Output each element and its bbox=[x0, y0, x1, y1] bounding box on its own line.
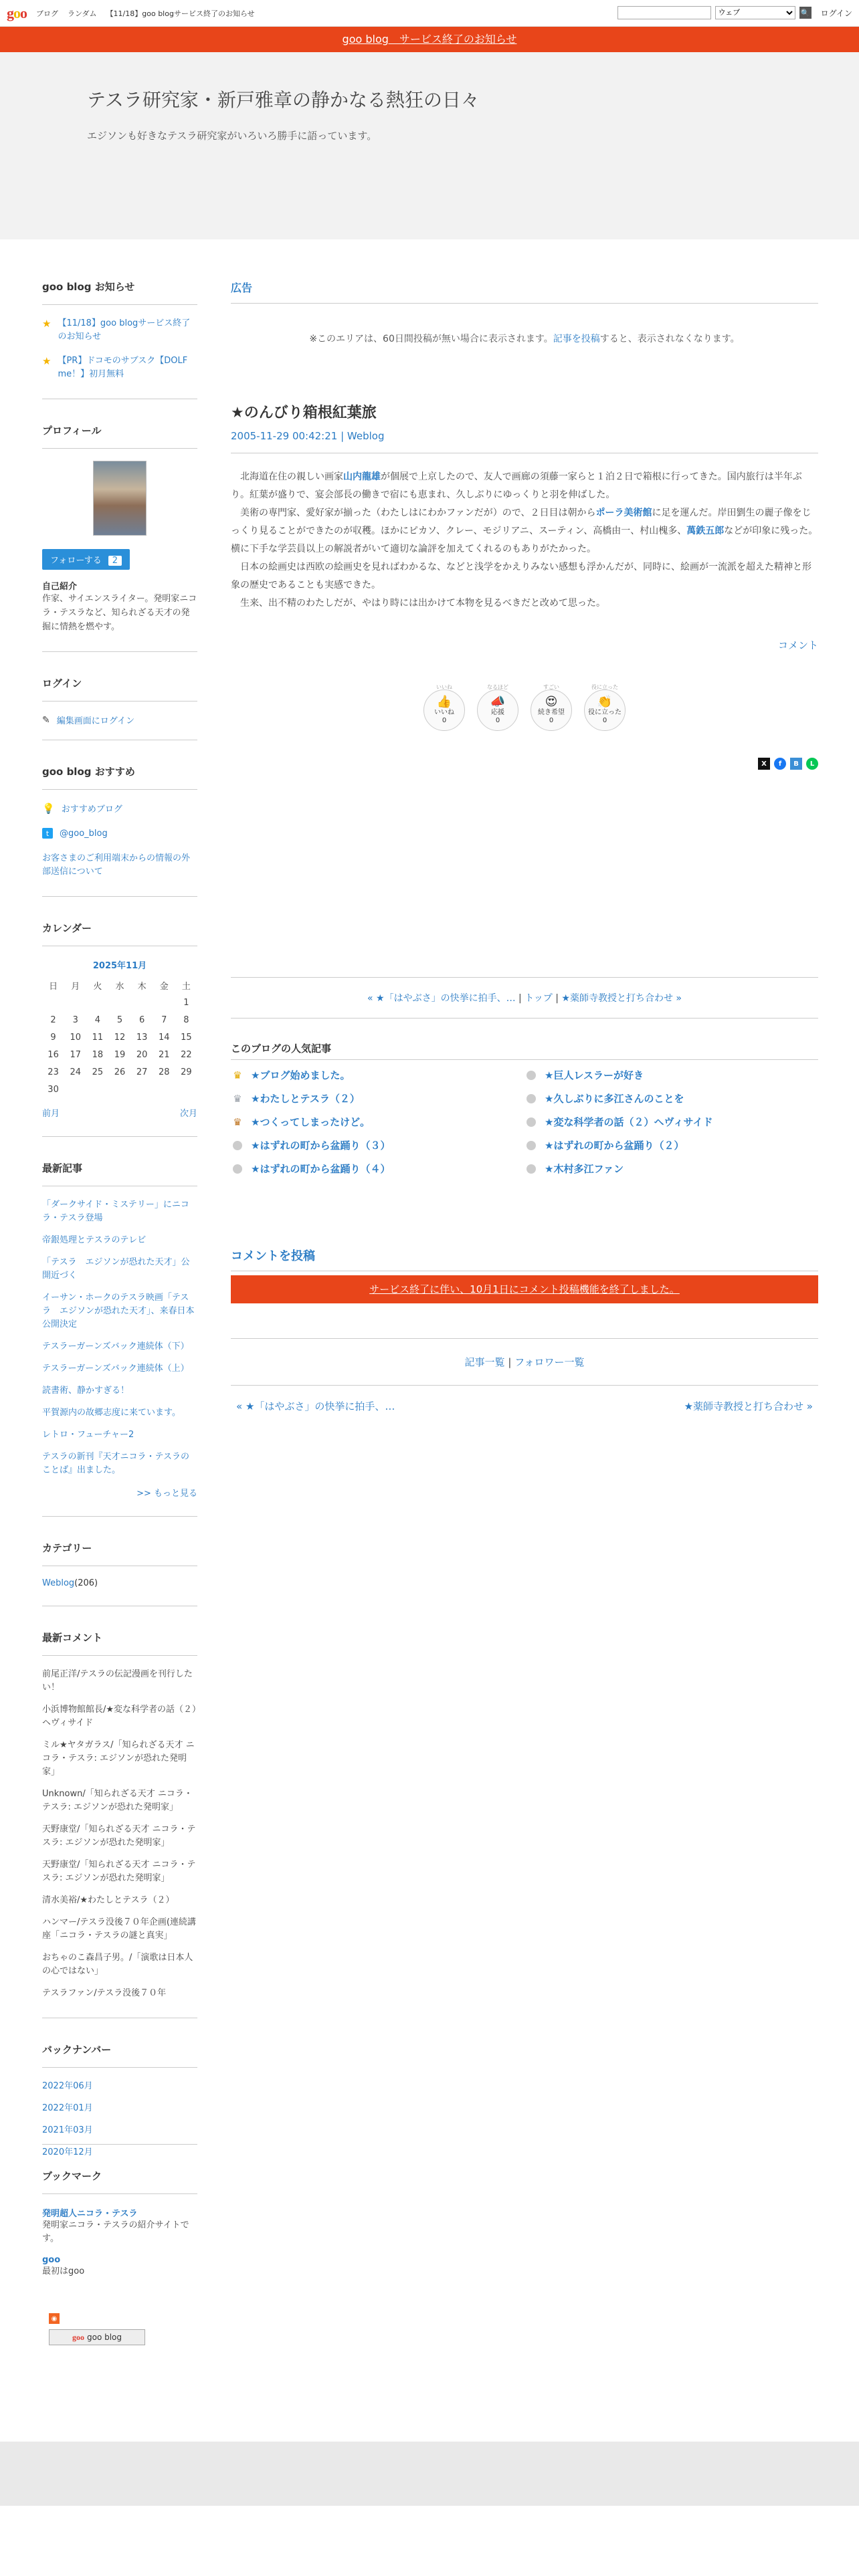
goo-logo[interactable]: goo bbox=[7, 4, 27, 21]
bookmark-description: 最初はgoo bbox=[42, 2266, 85, 2276]
calendar-day: 4 bbox=[94, 1014, 100, 1025]
categories-heading: カテゴリー bbox=[42, 1541, 197, 1566]
popular-post-link[interactable]: ★変な科学者の話（２）ヘヴィサイド bbox=[545, 1116, 713, 1128]
ad-note: ※このエリアは、60日間投稿が無い場合に表示されます。記事を投稿すると、表示されなくなります。 bbox=[309, 334, 740, 344]
calendar-table bbox=[42, 976, 197, 1098]
popular-post-link[interactable]: ★はずれの町から盆踊り（３） bbox=[251, 1140, 391, 1152]
bookmark-link[interactable]: goo bbox=[42, 2255, 61, 2265]
calendar-day: 23 bbox=[47, 1067, 59, 1077]
bookmarks-heading: ブックマーク bbox=[42, 2169, 197, 2194]
notice-link[interactable]: 【11/18】goo blogサービス終了のお知らせ bbox=[58, 318, 191, 342]
topbar-link-random[interactable]: ランダム bbox=[68, 9, 97, 18]
dot-icon bbox=[231, 1164, 244, 1174]
dot-icon bbox=[524, 1141, 538, 1150]
recent-post-link[interactable]: テスラの新刊『天才ニコラ・テスラのことば』出ました。 bbox=[42, 1452, 189, 1475]
category-link[interactable]: Weblog bbox=[42, 1578, 75, 1588]
thumbs-up-icon: 👍 bbox=[436, 695, 452, 709]
profile-heading: プロフィール bbox=[42, 423, 197, 449]
recent-post-link[interactable]: 平賀源内の故郷志度に来ています。 bbox=[42, 1408, 181, 1418]
comment-item[interactable]: テスラファン/テスラ没後７０年 bbox=[42, 1988, 167, 1998]
calendar-day: 18 bbox=[92, 1049, 104, 1060]
lightbulb-icon: 💡 bbox=[42, 802, 55, 815]
calendar-day: 28 bbox=[159, 1067, 170, 1077]
dot-icon bbox=[231, 1141, 244, 1150]
backnumbers-heading: バックナンバー bbox=[42, 2042, 197, 2068]
crown-gold-icon: ♛ bbox=[233, 1069, 242, 1081]
follow-count: 2 bbox=[108, 556, 122, 566]
category-count: (206) bbox=[74, 1578, 98, 1588]
footer bbox=[0, 2442, 859, 2506]
calendar-day: 21 bbox=[159, 1049, 170, 1060]
popular-post-link[interactable]: ★はずれの町から盆踊り（４） bbox=[251, 1163, 391, 1175]
dot-icon bbox=[524, 1094, 538, 1103]
rss-icon[interactable]: ◉ bbox=[49, 2313, 60, 2324]
popular-post-link[interactable]: ★久しぶりに多江さんのことを bbox=[545, 1093, 684, 1105]
hatena-share-icon[interactable]: B bbox=[790, 758, 802, 770]
reaction-helpful-button[interactable]: 役に立った 👏 役に立った 0 bbox=[584, 689, 626, 731]
bottom-next-link[interactable]: ★薬師寺教授と打ち合わせ » bbox=[684, 1400, 813, 1412]
calendar-day: 1 bbox=[183, 997, 189, 1008]
goo-blog-badge[interactable]: goo goo blog bbox=[49, 2329, 145, 2345]
recent-posts-heading: 最新記事 bbox=[42, 1161, 197, 1186]
comment-item[interactable]: 小浜博物館館長/★変な科学者の話（２）ヘヴィサイド bbox=[42, 1705, 197, 1728]
backnumber-link[interactable]: 2020年12月 bbox=[42, 2147, 93, 2157]
bottom-prev-link[interactable]: « ★「はやぶさ」の快挙に拍手、… bbox=[236, 1400, 395, 1412]
calendar-heading: カレンダー bbox=[42, 921, 197, 946]
calendar-day: 20 bbox=[136, 1049, 148, 1060]
line-share-icon[interactable]: L bbox=[806, 758, 818, 770]
calendar-day: 27 bbox=[136, 1067, 148, 1077]
calendar-day bbox=[153, 1081, 175, 1098]
calendar-day: 17 bbox=[70, 1049, 81, 1060]
megaphone-icon: 📣 bbox=[490, 695, 506, 709]
self-intro-heading: 自己紹介 bbox=[42, 582, 78, 592]
reaction-like-button[interactable]: いいね 👍 いいね 0 bbox=[423, 689, 465, 731]
comment-item[interactable]: ミル★ヤタガラス/「知られざる天才 ニコラ・テスラ: エジソンが恐れた発明家」 bbox=[42, 1740, 195, 1777]
calendar-day bbox=[86, 1081, 108, 1098]
bookmark-link[interactable]: 発明超人ニコラ・テスラ bbox=[42, 2209, 138, 2219]
popular-post-link[interactable]: ★ブログ始めました。 bbox=[251, 1069, 351, 1081]
login-heading: ログイン bbox=[42, 676, 197, 702]
sidebar bbox=[42, 280, 197, 2369]
museum-link[interactable]: ポーラ美術館 bbox=[595, 508, 652, 518]
heart-eyes-icon: 😍 bbox=[545, 695, 558, 709]
blog-description: エジソンも好きなテスラ研究家がいろいろ勝手に語っています。 bbox=[87, 130, 377, 142]
recent-post-link[interactable]: イーサン・ホークのテスラ映画「テスラ エジソンが恐れた天才」、来春日本公開決定 bbox=[42, 1293, 195, 1329]
dot-icon bbox=[524, 1071, 538, 1080]
star-icon: ★ bbox=[42, 355, 52, 367]
sidebar-recommend bbox=[42, 764, 197, 897]
backnumber-link[interactable]: 2022年01月 bbox=[42, 2103, 93, 2113]
calendar-day: 12 bbox=[114, 1032, 126, 1043]
weekday: 水 bbox=[115, 981, 124, 992]
calendar-day: 11 bbox=[92, 1032, 104, 1043]
prev-post-link[interactable]: « ★「はやぶさ」の快挙に拍手、… bbox=[367, 993, 516, 1004]
comment-item[interactable]: ハンマー/テスラ没後７０年企画(連続講座「ニコラ・テスラの謎と真実」 bbox=[42, 1917, 196, 1941]
post-body bbox=[231, 468, 818, 613]
blog-title[interactable]: テスラ研究家・新戸雅章の静かなる熱狂の日々 bbox=[87, 89, 480, 111]
calendar-prev-link[interactable]: 前月 bbox=[42, 1109, 60, 1119]
calendar-day: 10 bbox=[70, 1032, 81, 1043]
x-share-icon[interactable]: X bbox=[758, 758, 770, 770]
post-paragraph: 北海道在住の親しい画家山内龍雄が個展で上京したので、友人で画廊の須藤一家らと１泊２日で箱根に行ってきた。国内旅行は半年ぶり。紅葉が盛りで、宴会部長の働きで宿にも恵まれ、久しぶりにゆっくりと羽を伸ばした。 bbox=[231, 471, 802, 500]
calendar-day bbox=[175, 1081, 197, 1098]
service-end-banner[interactable]: goo blog サービス終了のお知らせ bbox=[0, 27, 859, 52]
bookmark-description: 発明家ニコラ・テスラの紹介サイトです。 bbox=[42, 2220, 189, 2244]
backnumber-scroll[interactable] bbox=[42, 2080, 197, 2157]
calendar-month: 2025年11月 bbox=[92, 961, 147, 971]
more-posts-link[interactable]: >> もっと見る bbox=[136, 1489, 197, 1499]
sidebar-backnumbers bbox=[42, 2042, 197, 2157]
sidebar-profile bbox=[42, 423, 197, 652]
calendar-day bbox=[131, 1081, 153, 1098]
popular-post-link[interactable]: ★はずれの町から盆踊り（２） bbox=[545, 1140, 684, 1152]
calendar-day: 3 bbox=[72, 1014, 78, 1025]
edit-login-link[interactable]: 編集画面にログイン bbox=[56, 716, 135, 726]
topbar-link-blog[interactable]: ブログ bbox=[36, 9, 58, 18]
calendar-day: 26 bbox=[114, 1067, 126, 1077]
self-intro-text: 作家、サイエンスライター。発明家ニコラ・テスラなど、知られざる天才の発掘に情熱を燃やす。 bbox=[42, 594, 197, 632]
post-paragraph: 生来、出不精のわたしだが、やはり時には出かけて本物を見るべきだと改めて思った。 bbox=[240, 598, 605, 609]
clap-icon: 👏 bbox=[597, 695, 613, 709]
dot-icon bbox=[524, 1117, 538, 1127]
calendar-day: 8 bbox=[183, 1014, 189, 1025]
calendar-day: 5 bbox=[116, 1014, 123, 1025]
comment-item[interactable]: おちゃのこ森昌子男。/「演歌は日本人の心ではない」 bbox=[42, 1953, 193, 1976]
crown-bronze-icon: ♛ bbox=[233, 1115, 242, 1128]
comment-item[interactable]: Unknown/「知られざる天才 ニコラ・テスラ: エジソンが恐れた発明家」 bbox=[42, 1789, 193, 1812]
sidebar-calendar bbox=[42, 921, 197, 1137]
post-pager: « ★「はやぶさ」の快挙に拍手、… | トップ | ★薬師寺教授と打ち合わせ » bbox=[231, 977, 818, 1018]
comment-item[interactable]: 天野康堂/「知られざる天才 ニコラ・テスラ: エジソンが恐れた発明家」 bbox=[42, 1824, 196, 1848]
popular-post-link[interactable]: ★木村多江ファン bbox=[545, 1163, 624, 1175]
artist-link[interactable]: 萬鉄五郎 bbox=[686, 526, 725, 536]
avatar[interactable] bbox=[93, 461, 147, 536]
recent-post-link[interactable]: テスラーガーンズバック連続体（下） bbox=[42, 1341, 189, 1352]
calendar-day: 25 bbox=[92, 1067, 104, 1077]
post-paragraph: 美術の専門家、愛好家が揃った（わたしはにわかファンだが）ので、２日目は朝からポーラ美術館に足を運んだ。岸田劉生の麗子像をじっくり見ることができたのが収穫。ほかにピカソ、クレー、モジリアニ、スーティン、高橋由一、村山槐多、萬鉄五郎などが印象に残った。横に下手な学芸員以上の解説者がいて適切な論評を加えてくれるのもありがたかった。 bbox=[231, 508, 818, 554]
calendar-day: 15 bbox=[181, 1032, 192, 1043]
recent-post-link[interactable]: テスラーガーンズバック連続体（上） bbox=[42, 1364, 189, 1374]
post-list-link[interactable]: 記事一覧 bbox=[464, 1356, 505, 1368]
calendar-day: 9 bbox=[50, 1032, 56, 1043]
calendar-day bbox=[86, 994, 108, 1011]
main-content bbox=[231, 280, 818, 2369]
popular-posts bbox=[231, 1068, 818, 1176]
top-link[interactable]: トップ bbox=[524, 993, 553, 1004]
popular-posts-heading: このブログの人気記事 bbox=[231, 1041, 818, 1060]
blog-header bbox=[0, 52, 859, 239]
calendar-day: 29 bbox=[181, 1067, 192, 1077]
calendar-day: 7 bbox=[161, 1014, 167, 1025]
post-category-link[interactable]: Weblog bbox=[347, 430, 385, 442]
sidebar-login bbox=[42, 676, 197, 740]
search-input[interactable] bbox=[617, 6, 711, 19]
notices-heading: goo blog お知らせ bbox=[42, 280, 197, 305]
recommend-heading: goo blog おすすめ bbox=[42, 764, 197, 790]
topbar-link-notice[interactable]: 【11/18】goo blogサービス終了のお知らせ bbox=[106, 9, 255, 18]
login-link[interactable]: ログイン bbox=[820, 8, 852, 18]
weekday: 木 bbox=[137, 981, 147, 992]
recent-post-link[interactable]: 帝銀処理とテスラのテレビ bbox=[42, 1235, 147, 1245]
weekday: 金 bbox=[159, 981, 169, 992]
calendar-day: 19 bbox=[114, 1049, 126, 1060]
calendar-day: 13 bbox=[136, 1032, 148, 1043]
calendar-day: 24 bbox=[70, 1067, 81, 1077]
post-comment-heading: コメントを投稿 bbox=[231, 1247, 818, 1271]
calendar-day bbox=[131, 994, 153, 1011]
ad-heading: 広告 bbox=[231, 280, 818, 304]
sidebar-recent-comments bbox=[42, 1630, 197, 2018]
external-send-link[interactable]: お客さまのご利用端末からの情報の外部送信について bbox=[42, 853, 191, 877]
crown-silver-icon: ♛ bbox=[233, 1092, 242, 1105]
share-buttons bbox=[231, 758, 818, 770]
calendar-day bbox=[64, 994, 86, 1011]
follower-list-link[interactable]: フォロワー一覧 bbox=[514, 1356, 585, 1368]
weekday: 月 bbox=[71, 981, 80, 992]
facebook-share-icon[interactable]: f bbox=[774, 758, 786, 770]
bottom-nav bbox=[231, 1399, 818, 1413]
calendar-next-link[interactable]: 次月 bbox=[179, 1109, 197, 1119]
calendar-day bbox=[108, 994, 130, 1011]
recent-post-link[interactable]: 読書術、静かすぎる！ bbox=[42, 1386, 130, 1396]
sidebar-notices bbox=[42, 280, 197, 399]
sidebar-categories bbox=[42, 1541, 197, 1606]
comment-item[interactable]: 天野康堂/「知られざる天才 ニコラ・テスラ: エジソンが恐れた発明家」 bbox=[42, 1860, 196, 1883]
recommend-blog-link[interactable]: おすすめブログ bbox=[61, 804, 122, 815]
star-icon: ★ bbox=[42, 318, 52, 330]
calendar-day: 16 bbox=[47, 1049, 59, 1060]
weekday: 日 bbox=[49, 981, 58, 992]
calendar-day bbox=[42, 994, 64, 1011]
dot-icon bbox=[524, 1164, 538, 1174]
search-icon[interactable]: 🔍 bbox=[799, 7, 812, 19]
comment-item[interactable]: 前尾正洋/テスラの伝記漫画を刊行したい！ bbox=[42, 1669, 193, 1693]
pencil-icon: ✎ bbox=[42, 714, 50, 726]
weekday: 土 bbox=[181, 981, 191, 992]
comment-item[interactable]: 清水美裕/★わたしとテスラ（２） bbox=[42, 1895, 175, 1905]
list-links: 記事一覧 | フォロワー一覧 bbox=[231, 1338, 818, 1386]
popular-post-link[interactable]: ★つくってしまったけど。 bbox=[251, 1116, 371, 1128]
post-meta: 2005-11-29 00:42:21 | Weblog bbox=[231, 430, 818, 453]
comment-closed-notice[interactable]: サービス終了に伴い、10月1日にコメント投稿機能を終了しました。 bbox=[231, 1275, 818, 1303]
post-date: 2005-11-29 00:42:21 bbox=[231, 430, 338, 442]
post-title[interactable]: ★のんびり箱根紅葉旅 bbox=[231, 405, 377, 421]
popular-post-link[interactable]: ★わたしとテスラ（２） bbox=[251, 1093, 360, 1105]
follow-button[interactable]: フォローする 2 bbox=[42, 549, 130, 570]
top-bar bbox=[0, 0, 859, 27]
calendar-day: 14 bbox=[159, 1032, 170, 1043]
write-post-link[interactable]: 記事を投稿 bbox=[553, 334, 600, 344]
post-paragraph: 日本の絵画史は西欧の絵画史を見ればわかるな、などと浅学をかえりみない感想も浮かんだが、同時に、絵画が一流派を超えた精神と形象の歴史であることも実感できた。 bbox=[231, 562, 812, 591]
backnumber-link[interactable]: 2021年03月 bbox=[42, 2125, 93, 2135]
popular-post-link[interactable]: ★巨人レスラーが好き bbox=[545, 1069, 644, 1081]
reaction-cheer-button[interactable]: なるほど 📣 応援 0 bbox=[477, 689, 518, 731]
notice-link[interactable]: 【PR】ドコモのサブスク【DOLF me！】初月無料 bbox=[58, 356, 188, 379]
recent-post-link[interactable]: レトロ・フューチャー2 bbox=[42, 1430, 134, 1440]
backnumber-link[interactable]: 2022年06月 bbox=[42, 2081, 93, 2091]
twitter-icon: t bbox=[42, 828, 53, 839]
calendar-day bbox=[108, 1081, 130, 1098]
calendar-day bbox=[64, 1081, 86, 1098]
comment-link[interactable]: コメント bbox=[777, 639, 818, 651]
reaction-buttons bbox=[231, 684, 818, 731]
next-post-link[interactable]: ★薬師寺教授と打ち合わせ » bbox=[561, 993, 682, 1004]
calendar-day: 2 bbox=[50, 1014, 56, 1025]
sidebar-bookmarks bbox=[42, 2169, 197, 2345]
recent-post-link[interactable]: 「テスラ エジソンが恐れた天才」公開近づく bbox=[42, 1257, 190, 1281]
goo-blog-twitter-link[interactable]: @goo_blog bbox=[60, 828, 108, 839]
calendar-day: 30 bbox=[47, 1084, 59, 1095]
reaction-more-button[interactable]: すごい 😍 続き希望 0 bbox=[531, 689, 572, 731]
weekday: 火 bbox=[93, 981, 102, 992]
search-scope-select[interactable] bbox=[715, 6, 795, 19]
sidebar-recent-posts bbox=[42, 1161, 197, 1517]
recent-comments-heading: 最新コメント bbox=[42, 1630, 197, 1656]
calendar-day: 6 bbox=[138, 1014, 145, 1025]
recent-post-link[interactable]: 「ダークサイド・ミステリー」にニコラ・テスラ登場 bbox=[42, 1200, 189, 1223]
calendar-day bbox=[153, 994, 175, 1011]
calendar-day: 22 bbox=[181, 1049, 192, 1060]
artist-link[interactable]: 山内龍雄 bbox=[343, 471, 381, 482]
